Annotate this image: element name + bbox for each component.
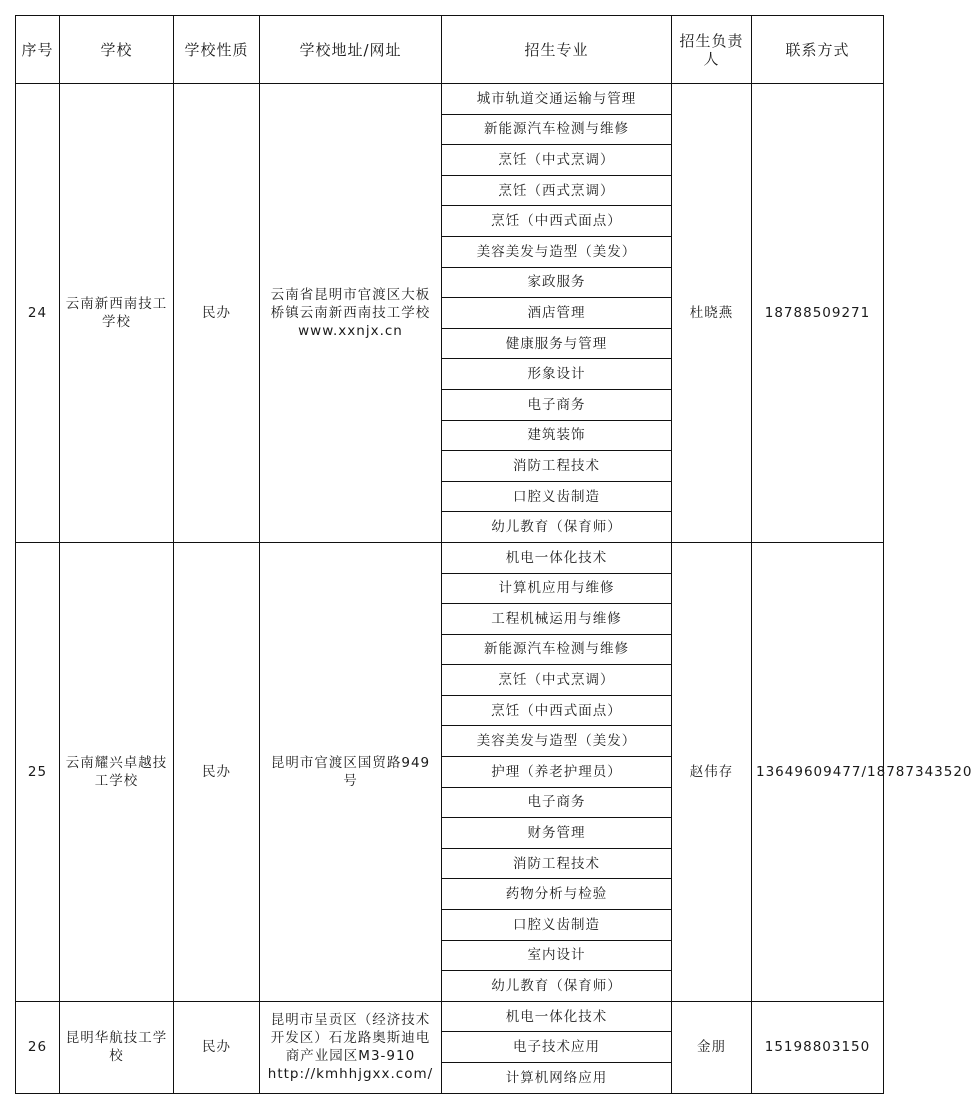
major-cell: 电子技术应用: [442, 1032, 672, 1063]
major-cell: 烹饪（西式烹调）: [442, 175, 672, 206]
address-line: www.xxnjx.cn: [298, 322, 403, 339]
major-cell: 美容美发与造型（美发）: [442, 236, 672, 267]
contact-person: 金朋: [672, 1001, 752, 1093]
address-line: 昆明市官渡区国贸路949: [270, 754, 431, 771]
major-cell: 计算机应用与维修: [442, 573, 672, 604]
school-index: 24: [16, 84, 60, 543]
major-cell: 机电一体化技术: [442, 542, 672, 573]
header-nature: 学校性质: [174, 16, 260, 84]
header-school: 学校: [60, 16, 174, 84]
major-cell: 室内设计: [442, 940, 672, 971]
major-cell: 消防工程技术: [442, 451, 672, 482]
major-cell: 护理（养老护理员）: [442, 757, 672, 788]
contact-person: 杜晓燕: [672, 84, 752, 543]
address-line: 开发区）石龙路奥斯迪电: [270, 1030, 431, 1047]
major-cell: 健康服务与管理: [442, 328, 672, 359]
school-address: [260, 1001, 442, 1093]
school-nature: 民办: [174, 84, 260, 543]
school-address: [260, 84, 442, 543]
header-contact-person: 招生负责人: [672, 16, 752, 84]
contact-phone: 18788509271: [752, 84, 884, 543]
school-address: [260, 542, 442, 1001]
major-cell: 工程机械运用与维修: [442, 604, 672, 635]
school-name: 云南新西南技工学校: [60, 84, 174, 543]
major-cell: 财务管理: [442, 818, 672, 849]
major-cell: 家政服务: [442, 267, 672, 298]
major-cell: 烹饪（中式烹调）: [442, 665, 672, 696]
major-cell: 美容美发与造型（美发）: [442, 726, 672, 757]
contact-phone: 13649609477/18787343520: [752, 542, 884, 1001]
school-nature: 民办: [174, 1001, 260, 1093]
header-index: 序号: [16, 16, 60, 84]
major-cell: 形象设计: [442, 359, 672, 390]
table-row: [16, 542, 884, 573]
header-row: [16, 16, 884, 84]
major-cell: 新能源汽车检测与维修: [442, 114, 672, 145]
major-cell: 新能源汽车检测与维修: [442, 634, 672, 665]
table-row: [16, 1001, 884, 1032]
school-index: 26: [16, 1001, 60, 1093]
school-index: 25: [16, 542, 60, 1001]
header-contact: 联系方式: [752, 16, 884, 84]
major-cell: 城市轨道交通运输与管理: [442, 84, 672, 115]
major-cell: 幼儿教育（保育师）: [442, 512, 672, 543]
major-cell: 药物分析与检验: [442, 879, 672, 910]
school-name: 昆明华航技工学校: [60, 1001, 174, 1093]
address-line: 云南省昆明市官渡区大板: [270, 286, 431, 303]
school-enrollment-table: [15, 15, 973, 1094]
major-cell: 口腔义齿制造: [442, 481, 672, 512]
major-cell: 建筑装饰: [442, 420, 672, 451]
major-cell: 电子商务: [442, 389, 672, 420]
major-cell: 烹饪（中西式面点）: [442, 206, 672, 237]
school-name: 云南耀兴卓越技工学校: [60, 542, 174, 1001]
contact-person: 赵伟存: [672, 542, 752, 1001]
major-cell: 机电一体化技术: [442, 1001, 672, 1032]
major-cell: 酒店管理: [442, 298, 672, 329]
major-cell: 消防工程技术: [442, 848, 672, 879]
header-majors: 招生专业: [442, 16, 672, 84]
address-line: 桥镇云南新西南技工学校: [270, 304, 431, 321]
major-cell: 口腔义齿制造: [442, 910, 672, 941]
major-cell: 烹饪（中西式面点）: [442, 695, 672, 726]
major-cell: 幼儿教育（保育师）: [442, 971, 672, 1002]
contact-phone: 15198803150: [752, 1001, 884, 1093]
major-cell: 电子商务: [442, 787, 672, 818]
address-line: 号: [343, 772, 358, 789]
table-row: [16, 84, 884, 115]
school-nature: 民办: [174, 542, 260, 1001]
address-line: http://kmhhjgxx.com/: [267, 1066, 434, 1083]
address-line: 昆明市呈贡区（经济技术: [270, 1012, 431, 1029]
major-cell: 烹饪（中式烹调）: [442, 145, 672, 176]
header-address: 学校地址/网址: [260, 16, 442, 84]
address-line: 商产业园区M3-910: [285, 1048, 416, 1065]
major-cell: 计算机网络应用: [442, 1063, 672, 1094]
